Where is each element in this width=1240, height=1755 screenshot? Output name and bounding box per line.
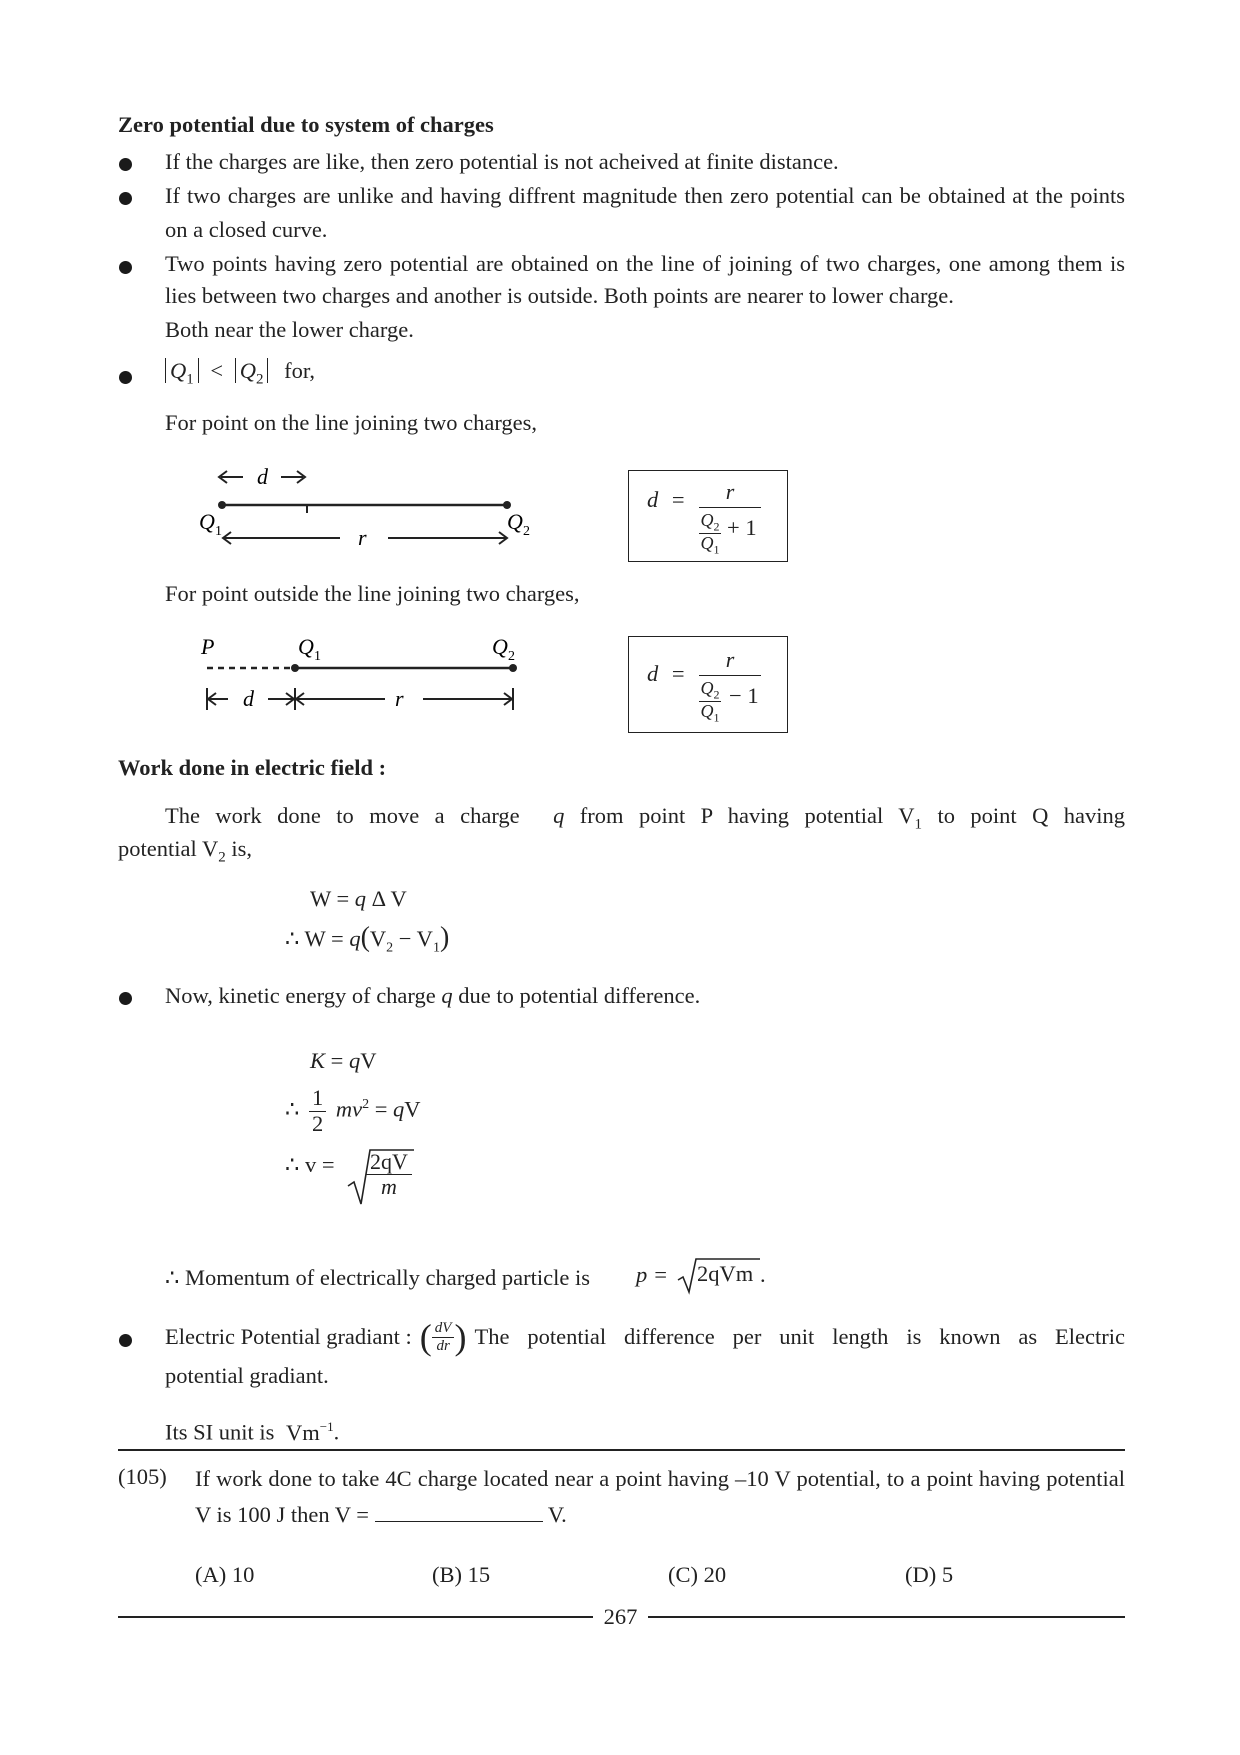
formula1-qnum-sub: 2	[713, 519, 720, 534]
gradient-label: Electric Potential gradiant :	[165, 1324, 412, 1349]
work-para-c-part: to point Q having	[937, 803, 1126, 828]
condition-q2-sub: 2	[255, 371, 264, 388]
kinetic-energy-text	[165, 980, 700, 1012]
formula1-qden-sub: 1	[713, 542, 720, 557]
work-para-q: q	[553, 803, 565, 828]
eq-half-num: 1	[309, 1086, 326, 1112]
q1-sub: 1	[215, 524, 222, 539]
condition-q1-sub: 1	[186, 371, 194, 388]
eq-therefore: ∴	[285, 1096, 300, 1122]
gradient-num: dV	[432, 1320, 455, 1338]
footer-rule-left	[118, 1616, 593, 1618]
formula1-eq: =	[671, 487, 685, 512]
formula1-tail: + 1	[727, 515, 757, 540]
velocity-fraction	[366, 1150, 412, 1199]
q1-label: Q	[199, 509, 215, 534]
d-label: d	[243, 686, 254, 711]
momentum-radicand: 2qVm	[697, 1261, 754, 1286]
work-para-d: is,	[231, 836, 252, 861]
gradient-fraction: ( $\frac{dV}{dr}$ )	[419, 1317, 467, 1357]
option-a[interactable]: (A) 10	[195, 1562, 255, 1587]
section-heading-work-done: Work done in electric field :	[118, 755, 387, 780]
formula2-lhs: d	[647, 661, 659, 686]
formula-box-outside	[628, 636, 788, 733]
equation-w-q-v2-v1: ∴ $W = q(V_2 - V_1)$	[285, 922, 450, 956]
gradient-desc-part2: potential gradiant.	[165, 1363, 329, 1388]
q2-label: Q	[492, 634, 508, 659]
ke-text-a: Now, kinetic energy of charge	[165, 983, 436, 1008]
footer-rule-right	[648, 1616, 1125, 1618]
p-label: P	[201, 634, 215, 659]
question-divider	[118, 1449, 1125, 1451]
bullet-icon	[119, 992, 132, 1005]
option-d[interactable]: (D) 5	[905, 1562, 954, 1587]
option-b[interactable]: (B) 15	[432, 1562, 491, 1587]
bullet-text-2: If two charges are unlike and having diffrent magnitude then zero potential can be obtained at the points on a closed curve.	[165, 183, 1125, 242]
work-para-c: potential V	[118, 836, 219, 861]
q2-sub: 2	[508, 649, 515, 664]
bullet-icon	[119, 158, 132, 171]
bullet-icon	[119, 371, 132, 384]
q1-dot	[291, 664, 299, 672]
condition-expression	[165, 358, 315, 389]
work-para-b: from point P having potential V	[579, 803, 915, 828]
work-para-a: The work done to move a charge	[165, 803, 520, 828]
question-number: (105)	[118, 1464, 167, 1489]
q2-sub: 2	[523, 524, 530, 539]
equation-k-qv: K = qV	[310, 1048, 377, 1073]
bullet-icon	[119, 1334, 132, 1347]
formula2-tail: − 1	[729, 683, 759, 708]
formula2-qnum: Q	[700, 678, 714, 698]
answer-blank	[375, 1503, 543, 1522]
ke-text-q: q	[441, 983, 453, 1008]
formula2-eq: =	[671, 661, 685, 686]
momentum-formula	[636, 1262, 668, 1288]
bullet-text-3-extra: Both near the lower charge.	[165, 317, 414, 342]
momentum-text: ∴ Momentum of electrically charged particle is	[165, 1265, 590, 1290]
bullet-icon	[119, 192, 132, 205]
si-unit-end: .	[333, 1419, 340, 1445]
q1-label: Q	[298, 634, 314, 659]
si-unit-text: Its SI unit is	[165, 1419, 275, 1445]
q2-dot	[509, 664, 517, 672]
work-paragraph-line2	[118, 833, 252, 874]
equation-velocity: ∴ v =	[285, 1152, 335, 1177]
q1-dot	[218, 501, 226, 509]
equation-w-qdv: W = q Δ V	[310, 886, 407, 911]
formula2-qden: Q	[700, 700, 714, 721]
r-label: r	[358, 525, 367, 550]
formula2-numerator: r	[699, 647, 761, 676]
question-text	[195, 1461, 1125, 1533]
formula1-qden: Q	[700, 532, 714, 553]
bullet-icon	[119, 261, 132, 274]
velocity-den: m	[381, 1174, 397, 1200]
work-para-sub2: 2	[218, 849, 226, 866]
formula2-qnum-sub: 2	[713, 687, 720, 702]
formula2-qden-sub: 1	[713, 710, 720, 725]
si-unit-line	[165, 1411, 339, 1449]
section-heading-zero-potential: Zero potential due to system of charges	[118, 112, 494, 137]
eq-half-den: 2	[311, 1110, 324, 1136]
formula1-lhs: d	[647, 487, 659, 512]
bullet-text-3: Two points having zero potential are obtained on the line of joining of two charges, one among them is lies between two charges and another is outside. Both points are nearer to lower charge.	[165, 251, 1125, 308]
condition-q1: Q	[170, 358, 187, 383]
question-text-b: V.	[547, 1502, 567, 1527]
gradient-line1	[165, 1317, 1125, 1357]
condition-for: for,	[284, 358, 316, 383]
velocity-num: 2qV	[366, 1150, 412, 1175]
si-unit-exp: −1	[319, 1419, 334, 1434]
line-joining-text: For point on the line joining two charges,	[165, 410, 538, 435]
formula-box-inside	[628, 470, 788, 562]
work-paragraph-line1	[118, 798, 1125, 843]
formula1-numerator: r	[699, 479, 761, 508]
formula1-qnum: Q	[700, 510, 714, 530]
diagram-between-charges	[195, 455, 555, 555]
question-text-a: If work done to take 4C charge located near a point having –10 V potential, to a point having potential V is 100 J then V =	[195, 1466, 1125, 1527]
q2-label: Q	[507, 509, 523, 534]
gradient-desc-part1: The potential difference per unit length is known as Electric	[474, 1324, 1125, 1349]
q2-dot	[503, 501, 511, 509]
momentum-p: p =	[636, 1262, 669, 1287]
equation-half-mv2: ∴ $\frac{1}{2}$ $mv^2$ = qV	[285, 1085, 421, 1136]
ke-text-b: due to potential difference.	[458, 983, 701, 1008]
work-para-sub1: 1	[914, 816, 922, 833]
condition-q2: Q	[239, 358, 256, 383]
d-label: d	[257, 464, 268, 489]
option-c[interactable]: (C) 20	[668, 1562, 727, 1587]
condition-less-than: <	[210, 358, 224, 383]
page-number: 267	[603, 1604, 638, 1629]
bullet-text-1: If the charges are like, then zero potential is not acheived at finite distance.	[165, 149, 839, 174]
outside-line-text: For point outside the line joining two charges,	[165, 581, 580, 606]
r-label: r	[395, 686, 404, 711]
q1-sub: 1	[314, 649, 321, 664]
momentum-end: .	[760, 1262, 766, 1287]
gradient-den: dr	[436, 1337, 450, 1354]
diagram-outside-charges	[195, 630, 535, 720]
si-unit-value: Vm	[286, 1419, 320, 1445]
